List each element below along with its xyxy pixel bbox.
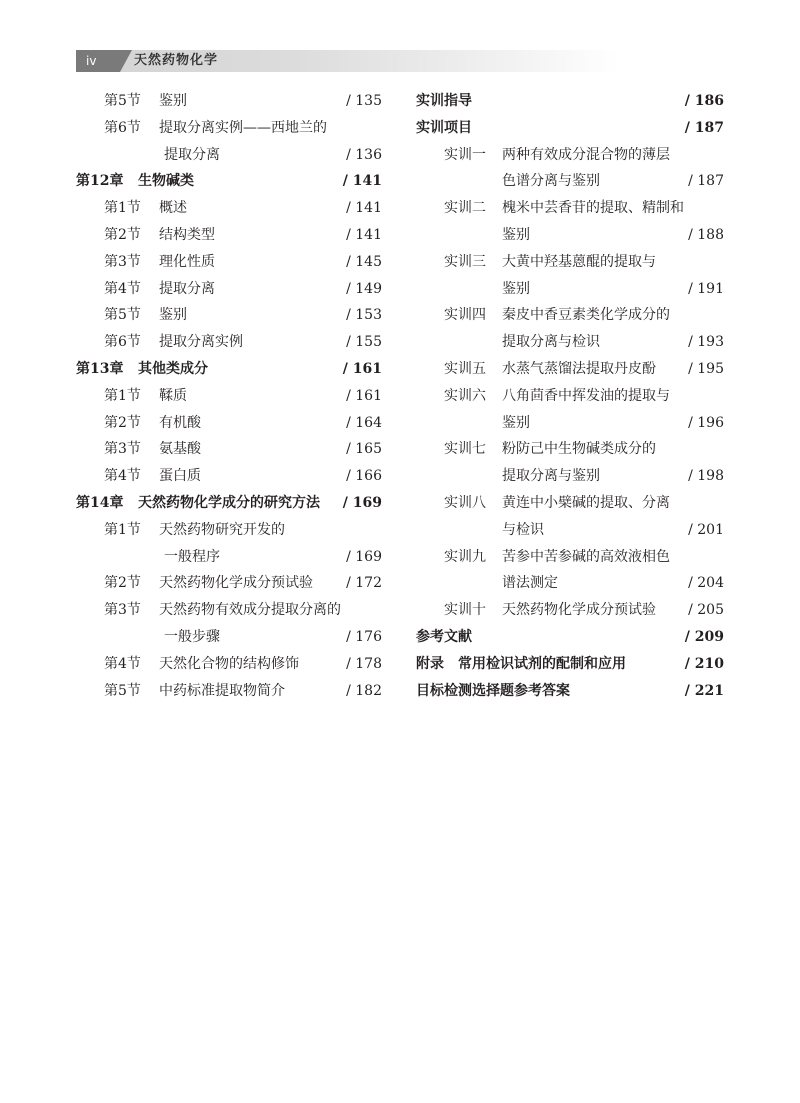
toc-entry-continuation: [416, 276, 724, 303]
toc-chapter-entry: [76, 356, 382, 383]
toc-entry-title: 槐米中芸香苷的提取、精制和: [502, 200, 684, 217]
toc-entry-page: / 149: [346, 280, 382, 297]
toc-entry-continuation: [76, 624, 382, 651]
toc-entry-label: 实训八: [444, 494, 486, 511]
toc-entry-label: 实训四: [444, 307, 486, 324]
toc-entry-continuation: [416, 222, 724, 249]
toc-entry-label: 第2节: [104, 575, 141, 592]
toc-entry-page: / 191: [688, 280, 724, 297]
toc-entry-title: 提取分离与鉴别: [502, 468, 600, 485]
toc-entry-title: 天然药物化学成分预试验: [159, 575, 313, 592]
toc-entry-page: / 201: [688, 521, 724, 538]
toc-entry-title: 鉴别: [502, 414, 530, 431]
toc-section-entry: [76, 436, 382, 463]
toc-entry-page: / 198: [688, 468, 724, 485]
toc-section-entry: [76, 249, 382, 276]
toc-section-entry: [416, 436, 724, 463]
toc-entry-label: 第3节: [104, 441, 141, 458]
toc-entry-label: 第3节: [104, 253, 141, 270]
toc-entry-title: 蛋白质: [159, 468, 201, 485]
toc-entry-label: 实训五: [444, 360, 486, 377]
toc-chapter-entry: [416, 678, 724, 705]
toc-left-column: [76, 88, 382, 704]
toc-entry-label: 实训七: [444, 441, 486, 458]
toc-entry-title: 概述: [159, 200, 187, 217]
toc-section-entry: [76, 383, 382, 410]
toc-entry-page: / 204: [688, 575, 724, 592]
toc-section-entry: [76, 115, 382, 142]
toc-section-entry: [416, 142, 724, 169]
toc-entry-label: 第1节: [104, 521, 141, 538]
toc-entry-title: 八角茴香中挥发油的提取与: [502, 387, 670, 404]
toc-entry-title: 氨基酸: [159, 441, 201, 458]
toc-entry-page: / 172: [346, 575, 382, 592]
toc-entry-title: 天然药物化学成分的研究方法: [138, 494, 320, 511]
toc-entry-title: 色谱分离与鉴别: [502, 173, 600, 190]
toc-entry-page: / 135: [346, 93, 382, 109]
toc-entry-label: 第5节: [104, 93, 141, 109]
toc-entry-label: 第1节: [104, 387, 141, 404]
toc-entry-title: 提取分离实例: [159, 334, 243, 351]
book-title: 天然药物化学: [134, 53, 219, 68]
toc-entry-page: / 164: [346, 414, 382, 431]
toc-section-entry: [416, 195, 724, 222]
toc-chapter-entry: [76, 168, 382, 195]
toc-entry-page: / 209: [684, 628, 724, 645]
toc-section-entry: [76, 222, 382, 249]
toc-entry-label: 第2节: [104, 414, 141, 431]
toc-entry-continuation: [416, 517, 724, 544]
toc-entry-label: 第4节: [104, 280, 141, 297]
toc-entry-label: 第6节: [104, 334, 141, 351]
toc-section-entry: [416, 490, 724, 517]
toc-section-entry: [76, 678, 382, 705]
toc-entry-label: 实训二: [444, 200, 486, 217]
toc-section-entry: [416, 597, 724, 624]
toc-entry-page: / 196: [688, 414, 724, 431]
toc-entry-page: / 161: [346, 387, 382, 404]
toc-section-entry: [416, 302, 724, 329]
toc-entry-title: 生物碱类: [138, 173, 194, 190]
toc-entry-title: 结构类型: [159, 226, 215, 243]
toc-entry-page: / 188: [688, 226, 724, 243]
toc-section-entry: [76, 651, 382, 678]
toc-entry-title: 粉防己中生物碱类成分的: [502, 441, 656, 458]
toc-section-entry: [76, 463, 382, 490]
toc-chapter-entry: [416, 115, 724, 142]
toc-right-column: [416, 88, 724, 704]
toc-section-entry: [76, 570, 382, 597]
toc-section-entry: [76, 410, 382, 437]
toc-chapter-entry: [416, 88, 724, 115]
toc-entry-title: 实训项目: [416, 119, 472, 136]
toc-section-entry: [416, 383, 724, 410]
toc-section-entry: [76, 517, 382, 544]
toc-entry-continuation: [416, 329, 724, 356]
page-number: iv: [76, 50, 120, 72]
toc-section-entry: [76, 195, 382, 222]
toc-entry-title: 目标检测选择题参考答案: [416, 682, 570, 699]
toc-entry-title: 一般程序: [164, 548, 220, 565]
page-tab-slant: [120, 50, 132, 72]
toc-entry-title: 鞣质: [159, 387, 187, 404]
toc-entry-page: / 210: [684, 655, 724, 672]
toc-entry-label: 第6节: [104, 119, 141, 136]
toc-entry-title: 中药标准提取物简介: [159, 682, 285, 699]
toc-section-entry: [416, 249, 724, 276]
toc-entry-page: / 176: [346, 628, 382, 645]
toc-entry-page: / 169: [342, 494, 382, 511]
toc-section-entry: [76, 276, 382, 303]
toc-entry-page: / 155: [346, 334, 382, 351]
toc-chapter-entry: [416, 624, 724, 651]
toc-section-entry: [76, 302, 382, 329]
toc-entry-label: 第12章: [76, 173, 124, 190]
toc-entry-label: 实训三: [444, 253, 486, 270]
toc-entry-title: 鉴别: [502, 280, 530, 297]
toc-entry-title: 理化性质: [159, 253, 215, 270]
toc-entry-title: 谱法测定: [502, 575, 558, 592]
toc-entry-label: 第4节: [104, 655, 141, 672]
toc-entry-page: / 165: [346, 441, 382, 458]
toc-entry-label: 第14章: [76, 494, 124, 511]
toc-entry-page: / 193: [688, 334, 724, 351]
toc-entry-label: 第2节: [104, 226, 141, 243]
toc-entry-label: 实训六: [444, 387, 486, 404]
toc-entry-page: / 221: [684, 682, 724, 699]
toc-entry-label: 第5节: [104, 307, 141, 324]
toc-entry-title: 苦参中苦参碱的高效液相色: [502, 548, 670, 565]
running-header: [76, 50, 620, 72]
toc-entry-continuation: [416, 168, 724, 195]
toc-entry-title: 秦皮中香豆素类化学成分的: [502, 307, 670, 324]
toc-entry-label: 实训十: [444, 602, 486, 619]
toc-entry-title: 大黄中羟基蒽醌的提取与: [502, 253, 656, 270]
toc-entry-continuation: [416, 463, 724, 490]
toc-entry-page: / 153: [346, 307, 382, 324]
toc-entry-page: / 161: [342, 360, 382, 377]
toc-entry-title: 水蒸气蒸馏法提取丹皮酚: [502, 360, 656, 377]
toc-entry-page: / 141: [346, 226, 382, 243]
toc-entry-label: 第4节: [104, 468, 141, 485]
toc-entry-title: 天然药物化学成分预试验: [502, 602, 656, 619]
toc-chapter-entry: [76, 490, 382, 517]
toc-entry-title: 鉴别: [159, 93, 187, 109]
toc-entry-title: 提取分离: [159, 280, 215, 297]
toc-entry-title: 鉴别: [159, 307, 187, 324]
toc-entry-title: 参考文献: [416, 628, 472, 645]
toc-entry-title: 黄连中小檗碱的提取、分离: [502, 494, 670, 511]
toc-entry-page: / 187: [688, 173, 724, 190]
toc-entry-title: 附录 常用检识试剂的配制和应用: [416, 655, 626, 672]
toc-entry-page: / 145: [346, 253, 382, 270]
toc-entry-title: 天然药物有效成分提取分离的: [159, 602, 341, 619]
toc-entry-title: 与检识: [502, 521, 544, 538]
toc-entry-label: 实训一: [444, 146, 486, 163]
toc-entry-page: / 136: [346, 146, 382, 163]
toc-entry-page: / 178: [346, 655, 382, 672]
toc-entry-title: 天然化合物的结构修饰: [159, 655, 299, 672]
toc-entry-page: / 182: [346, 682, 382, 699]
toc-entry-continuation: [416, 410, 724, 437]
toc-entry-continuation: [76, 142, 382, 169]
toc-entry-title: 实训指导: [416, 93, 472, 109]
toc-entry-title: 提取分离与检识: [502, 334, 600, 351]
toc-entry-continuation: [76, 544, 382, 571]
toc-entry-label: 第1节: [104, 200, 141, 217]
toc-entry-page: / 187: [684, 119, 724, 136]
toc-entry-title: 其他类成分: [138, 360, 208, 377]
toc-section-entry: [76, 329, 382, 356]
toc-section-entry: [416, 544, 724, 571]
toc-entry-label: 实训九: [444, 548, 486, 565]
toc-chapter-entry: [416, 651, 724, 678]
toc-entry-page: / 186: [684, 93, 724, 109]
toc-entry-label: 第13章: [76, 360, 124, 377]
toc-entry-title: 提取分离: [164, 146, 220, 163]
toc-entry-continuation: [416, 570, 724, 597]
toc-section-entry: [76, 597, 382, 624]
toc-entry-page: / 169: [346, 548, 382, 565]
toc-entry-page: / 166: [346, 468, 382, 485]
toc-entry-title: 提取分离实例——西地兰的: [159, 119, 327, 136]
toc-entry-title: 天然药物研究开发的: [159, 521, 285, 538]
toc-section-entry: [76, 88, 382, 115]
toc-section-entry: [416, 356, 724, 383]
toc-entry-title: 一般步骤: [164, 628, 220, 645]
toc-entry-page: / 141: [346, 200, 382, 217]
toc-entry-page: / 205: [688, 602, 724, 619]
toc-entry-title: 有机酸: [159, 414, 201, 431]
toc-entry-label: 第5节: [104, 682, 141, 699]
toc-entry-title: 鉴别: [502, 226, 530, 243]
toc-entry-title: 两种有效成分混合物的薄层: [502, 146, 670, 163]
toc-entry-page: / 195: [688, 360, 724, 377]
toc-entry-label: 第3节: [104, 602, 141, 619]
toc-entry-page: / 141: [342, 173, 382, 190]
